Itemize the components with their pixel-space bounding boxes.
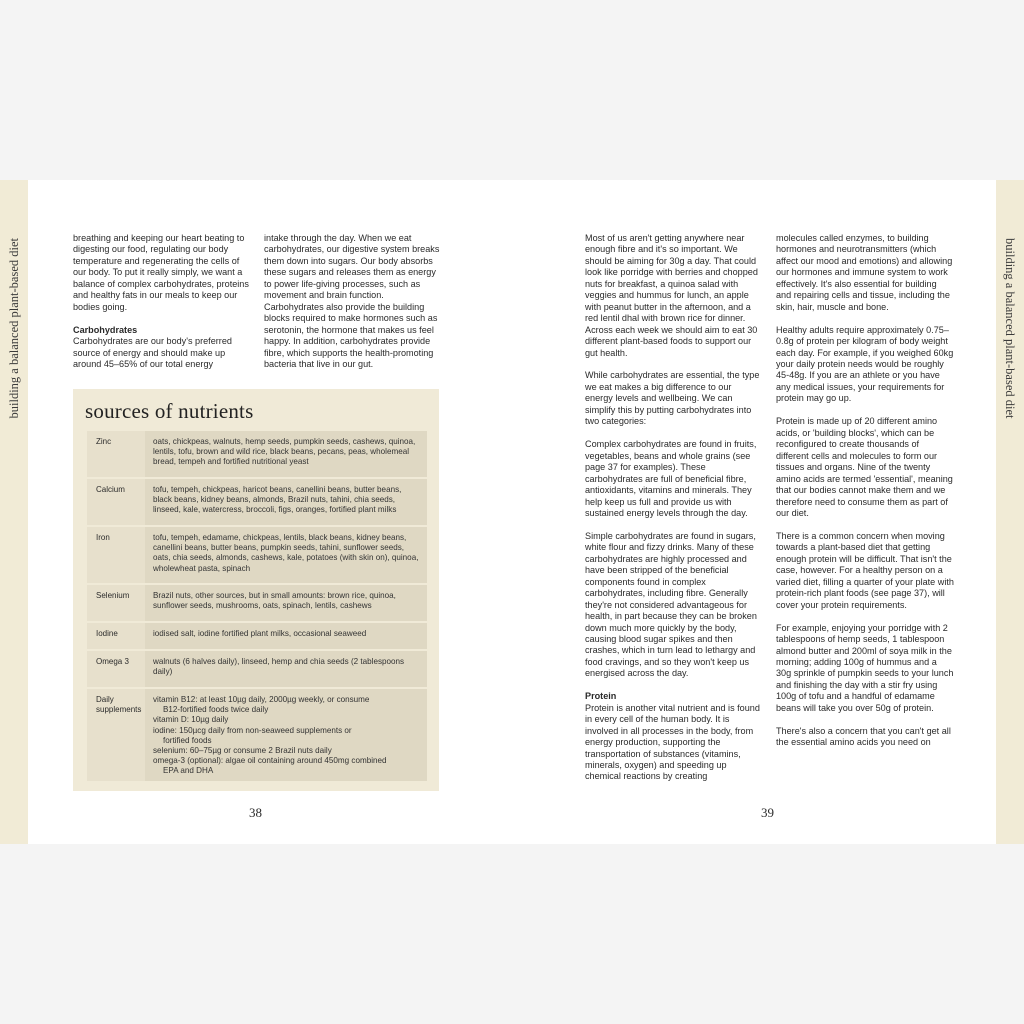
- nutrient-label: Iron: [87, 527, 145, 583]
- supplement-line: selenium: 60–75µg or consume 2 Brazil nuts daily: [153, 746, 332, 756]
- right-running-head: building a balanced plant-based diet: [1003, 238, 1017, 419]
- paragraph: There's also a concern that you can't get all the essential amino acids you need on: [776, 725, 951, 748]
- paragraph: While carbohydrates are essential, the type we eat makes a big difference to our energy levels and wellbeing. We can simplify this by putting carbohydrates into two categories:: [585, 370, 760, 427]
- supplement-line: vitamin B12: at least 10µg daily, 2000µg weekly, or consume: [153, 695, 370, 704]
- heading-protein: Protein: [585, 691, 617, 702]
- paragraph: For example, enjoying your porridge with 2 tablespoons of hemp seeds, 1 tablespoon almond butter and 200ml of soya milk in the morning; adding 100g of hummus and a 30g sprinkle of pumpkin seeds to your lunch and finishing the day with a stir fry using 100g of tofu and a handful of edamame beans will take you over 50g of protein.: [776, 622, 954, 713]
- nutrient-label: Calcium: [87, 479, 145, 525]
- nutrient-label: Selenium: [87, 585, 145, 621]
- right-page-column-1: [585, 233, 761, 783]
- paragraph: breathing and keeping our heart beating to digesting our food, regulating our body temperature and regenerating the cells of our body. To put it really simply, we want a balance of complex carbohydrates, proteins and healthy fats in our meals to keep our bodies going.: [73, 233, 249, 312]
- heading-carbohydrates: Carbohydrates: [73, 324, 138, 335]
- nutrient-sources: oats, chickpeas, walnuts, hemp seeds, pumpkin seeds, cashews, quinoa, lentils, tofu, brown and wild rice, black beans, pecans, peas, wholemeal bread, tempeh and fortified nutritional yeast: [145, 431, 427, 477]
- nutrient-sources: Brazil nuts, other sources, but in small amounts: brown rice, quinoa, sunflower seeds, mushrooms, oats, spinach, lentils, cashews: [145, 585, 427, 621]
- box-title: sources of nutrients: [85, 399, 254, 423]
- page-number-left: 38: [249, 805, 262, 820]
- nutrient-label: Iodine: [87, 623, 145, 649]
- nutrient-sources: [145, 689, 427, 781]
- paragraph: Protein is another vital nutrient and is found in every cell of the human body. It is involved in all processes in the body, from energy production, supporting the transportation of substances (vitamins, minerals, oxygen) and speeding up chemical reactions by creating: [585, 702, 760, 782]
- paragraph: molecules called enzymes, to building hormones and neurotransmitters (which affect our mood and emotions) and allowing our hormones and immune system to work effectively. It's also essential for building and repairing cells and tissue, including the skin, hair, muscle and bone.: [776, 233, 953, 312]
- book-spread: [0, 180, 1024, 844]
- paragraph: Most of us aren't getting anywhere near enough fibre and it's so important. We should be aiming for 30g a day. That could look like porridge with berries and chopped nuts for breakfast, a quinoa salad with veggies and hummus for lunch, an apple with peanut butter in the afternoon, and a red lentil dhal with brown rice for dinner. Across each week we should aim to eat 30 different plant-based foods to support our gut health.: [585, 233, 758, 358]
- nutrient-row-omega-3: [87, 651, 427, 687]
- left-side-tab: [0, 180, 28, 844]
- right-side-tab: [996, 180, 1024, 844]
- nutrient-row-daily-supplements: [87, 689, 427, 781]
- right-page-column-2: [776, 233, 954, 760]
- nutrient-sources: iodised salt, iodine fortified plant milks, occasional seaweed: [145, 623, 427, 649]
- nutrient-label: [87, 689, 145, 781]
- nutrient-row-selenium: [87, 585, 427, 621]
- label-line: Daily: [96, 695, 114, 704]
- supplement-line: fortified foods: [163, 735, 212, 745]
- paragraph: Simple carbohydrates are found in sugars, white flour and fizzy drinks. Many of these carbohydrates are highly processed and have been stripped of the beneficial components found in complex carbohydrates, including fibre. Generally they're not considered advantageous for health, in part because they can be broken down much more quickly by the body, causing blood sugar spikes and then crashes, which in turn lead to lethargy and food cravings, and so they won't keep us energised across the day.: [585, 530, 757, 679]
- nutrient-label: Omega 3: [87, 651, 145, 687]
- paragraph: There is a common concern when moving towards a plant-based diet that getting enough protein will be difficult. That isn't the case, however. For a healthy person on a varied diet, filling a quarter of your plate with protein-rich plant foods (see page 37), will cover your protein requirements.: [776, 530, 954, 610]
- supplement-line: omega-3 (optional): algae oil containing around 450mg combined: [153, 756, 387, 766]
- paragraph: intake through the day. When we eat carbohydrates, our digestive system breaks them down into sugars. Our body absorbs these sugars and releases them as energy to power life-giving processes, such as movement and brain function. Carbohydrates also provide the building blocks required to make hormones such as serotonin, the hormone that makes us feel happy. In addition, carbohydrates provide fibre, which supports the health-promoting bacteria that live in our gut.: [264, 233, 440, 369]
- paragraph: Complex carbohydrates are found in fruits, vegetables, beans and whole grains (see page 37 for examples). These carbohydrates are full of beneficial fibre, antioxidants, vitamins and minerals. They help keep us full and provide us with sustained energy levels through the day.: [585, 439, 757, 518]
- nutrient-row-calcium: [87, 479, 427, 525]
- page-number-right: 39: [761, 805, 774, 820]
- sources-of-nutrients-box: [73, 389, 439, 791]
- nutrient-sources: tofu, tempeh, chickpeas, haricot beans, canellini beans, butter beans, black beans, kidney beans, almonds, Brazil nuts, tahini, chia seeds, linseed, kale, watercress, broccoli, figs, oranges, fortified plant milks: [145, 479, 427, 525]
- left-page-column-1: [73, 233, 251, 370]
- nutrient-label: Zinc: [87, 431, 145, 477]
- label-line: supplements: [96, 705, 142, 714]
- supplement-line: EPA and DHA: [163, 766, 214, 776]
- nutrient-row-iron: [87, 527, 427, 583]
- nutrient-sources: tofu, tempeh, edamame, chickpeas, lentils, black beans, kidney beans, canellini beans, butter beans, pumpkin seeds, tahini, sunflower seeds, oats, chia seeds, almonds, cashews, kale, potatoes (with skin on), quinoa, wholewheat pasta, spinach: [145, 527, 427, 583]
- nutrient-row-zinc: [87, 431, 427, 477]
- supplement-line: iodine: 150µcg daily from non-seaweed supplements or: [153, 725, 352, 735]
- nutrient-row-iodine: [87, 623, 427, 649]
- supplement-line: B12-fortified foods twice daily: [163, 705, 269, 715]
- left-running-head: building a balanced plant-based diet: [7, 238, 21, 419]
- paragraph: Healthy adults require approximately 0.75–0.8g of protein per kilogram of body weight each day. For example, if you weighed 60kg your daily protein needs would be roughly 45-48g. If you are an athlete or you have any medical issues, your requirements for protein may go up.: [776, 324, 954, 404]
- supplement-line: vitamin D: 10µg daily: [153, 715, 229, 725]
- nutrient-sources: walnuts (6 halves daily), linseed, hemp and chia seeds (2 tablespoons daily): [145, 651, 427, 687]
- paragraph: Carbohydrates are our body's preferred source of energy and should make up around 45–65% of our total energy: [73, 336, 232, 370]
- left-page-column-2: [264, 233, 442, 382]
- paragraph: Protein is made up of 20 different amino acids, or 'building blocks', which can be reconfigured to create thousands of different cells and molecules to form our tissues and organs. Nine of the twenty amino acids are termed 'essential', meaning that our bodies cannot make them and we therefore need to consume them as part of our diet.: [776, 416, 953, 518]
